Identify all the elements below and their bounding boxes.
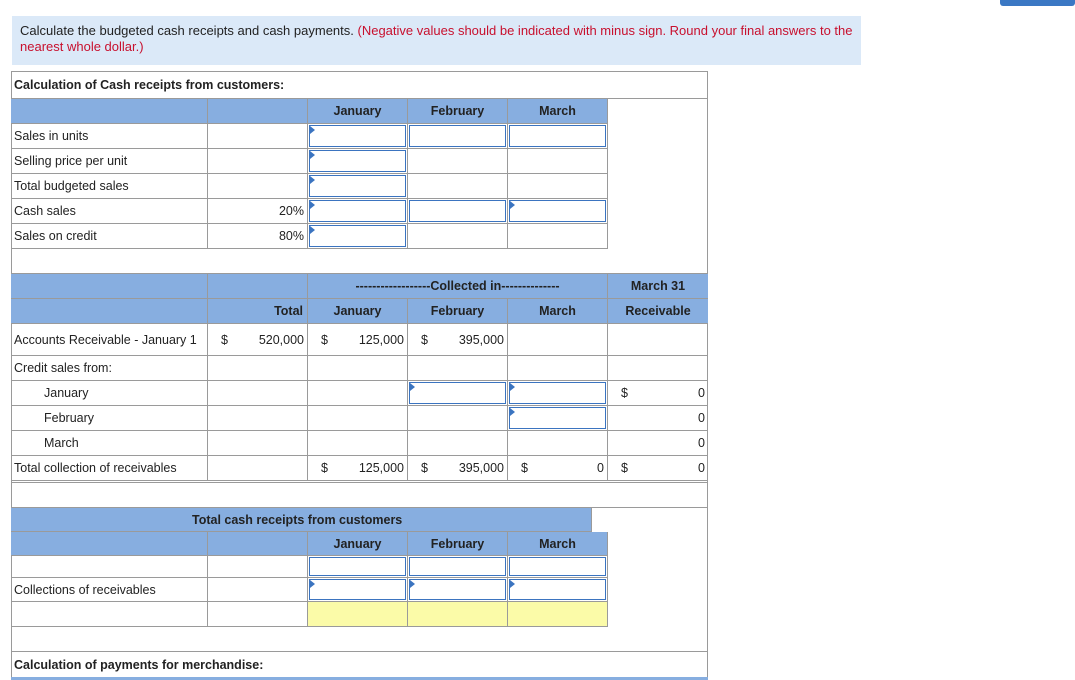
collections-jan-input[interactable] [309,579,406,600]
s1-header-february: February [408,99,508,124]
collections-feb-input[interactable] [409,579,506,600]
tot-jan-value: 125,000 [358,461,404,475]
dollar-sign: $ [421,461,428,475]
total-receipts-jan-cell[interactable] [308,602,408,627]
instruction-note: (Negative values should be indicated with minus sign. Round your final answers to the nearest whole dollar.) [20,23,853,54]
row-label-credit-sales-from: Credit sales from: [11,356,208,381]
row-label-sales-on-credit: Sales on credit [11,224,208,249]
cell [308,224,408,249]
s1-header-blank-a [11,99,208,124]
cash-sales-feb-input[interactable] [409,200,506,222]
tot-rec-value: 0 [698,461,705,475]
cell [408,431,508,456]
rec-feb-value: 0 [698,411,705,425]
tot-feb-cell [408,456,508,481]
cell [11,556,208,578]
total-receipts-mar-cell[interactable] [508,602,608,627]
row-label-credit-january: January [11,381,208,406]
s3-row1-jan-input[interactable] [309,557,406,576]
cell [308,149,408,174]
row-label-ar-january1: Accounts Receivable - January 1 [11,324,208,356]
cell [308,406,408,431]
cell [208,602,308,627]
s3-header2-blank-a [11,532,208,556]
s1-header-blank-b [208,99,308,124]
cell [508,149,608,174]
receivable-header: Receivable [608,299,708,324]
ar-total-value: 520,000 [258,332,304,347]
sales-units-mar-input[interactable] [509,125,606,147]
s2-header-blank-a [11,274,208,299]
cell [208,431,308,456]
total-receipts-feb-cell[interactable] [408,602,508,627]
section1-title: Calculation of Cash receipts from customers: [11,72,708,99]
cell [208,124,308,149]
cell [308,578,408,602]
instructions-box [12,16,861,65]
dollar-sign: $ [621,386,628,400]
cell [208,174,308,199]
row-label-total-budgeted-sales: Total budgeted sales [11,174,208,199]
s1-header-january: January [308,99,408,124]
cell [308,199,408,224]
dollar-sign: $ [221,332,228,347]
ar-feb-cell [408,324,508,356]
rec-feb-cell [608,406,708,431]
ar-jan-value: 125,000 [358,332,404,347]
cell [408,199,508,224]
s2-header-blank-b [208,274,308,299]
tot-mar-value: 0 [597,461,604,475]
row-label-credit-february: February [11,406,208,431]
cell [308,124,408,149]
spacer-row [11,627,708,652]
s3-header-march: March [508,532,608,556]
ar-total-cell [208,324,308,356]
cell [508,381,608,406]
row-label-credit-march: March [11,431,208,456]
cell [408,224,508,249]
cell [408,149,508,174]
cell [208,556,308,578]
ar-jan-cell [308,324,408,356]
s3-header-blank [11,508,208,532]
cell [308,356,408,381]
cell [308,174,408,199]
rec-mar-value: 0 [698,436,705,450]
cell [608,324,708,356]
cell [308,381,408,406]
credit-sales-jan-input[interactable] [309,225,406,247]
spacer-row [11,249,708,274]
cash-sales-jan-input[interactable] [309,200,406,222]
cell [608,356,708,381]
instruction-text: Calculate the budgeted cash receipts and cash payments. [20,23,354,38]
cell [508,431,608,456]
cell [408,578,508,602]
row-label-cash-sales: Cash sales [11,199,208,224]
cell [508,224,608,249]
row-label-total-collection: Total collection of receivables [11,456,208,481]
cell [208,356,308,381]
collected-in-header: ------------------Collected in-------------- [308,274,608,299]
cell [208,578,308,602]
spacer-row [11,483,708,508]
cell [11,602,208,627]
cell [508,124,608,149]
cell [508,199,608,224]
cell [408,356,508,381]
dollar-sign: $ [521,461,528,475]
s3-header2-blank-b [208,532,308,556]
cell [508,174,608,199]
credit-feb-collected-mar-input[interactable] [509,407,606,429]
cash-sales-mar-input[interactable] [509,200,606,222]
s2-header2-blank [11,299,208,324]
s3-row1-mar-input[interactable] [509,557,606,576]
tot-mar-cell [508,456,608,481]
cell [208,406,308,431]
cell [308,556,408,578]
collections-mar-input[interactable] [509,579,606,600]
credit-jan-collected-mar-input[interactable] [509,382,606,404]
row-label-selling-price: Selling price per unit [11,149,208,174]
s3-header-january: January [308,532,408,556]
selling-price-input[interactable] [309,150,406,172]
s2-header-february: February [408,299,508,324]
cell [508,356,608,381]
dollar-sign: $ [321,332,328,347]
credit-sales-pct: 80% [208,224,308,249]
cell [508,578,608,602]
dollar-sign: $ [621,461,628,475]
s1-header-march: March [508,99,608,124]
sales-units-feb-input[interactable] [409,125,506,147]
s3-header-february: February [408,532,508,556]
row-label-sales-in-units: Sales in units [11,124,208,149]
s2-header-march: March [508,299,608,324]
cell [508,556,608,578]
tot-feb-value: 395,000 [458,461,504,475]
cell [308,431,408,456]
cell [408,174,508,199]
ar-feb-value: 395,000 [458,332,504,347]
s3-row1-feb-input[interactable] [409,557,506,576]
cell [508,406,608,431]
section4-title: Calculation of payments for merchandise: [14,657,264,672]
cell [208,381,308,406]
cell [508,324,608,356]
cell [408,124,508,149]
total-cash-receipts-title: Total cash receipts from customers [192,508,592,532]
total-header: Total [208,299,308,324]
credit-jan-collected-feb-input[interactable] [409,382,506,404]
tot-rec-cell [608,456,708,481]
cell [408,406,508,431]
cash-sales-pct: 20% [208,199,308,224]
row-label-collections-of-receivables: Collections of receivables [11,578,208,602]
march31-header: March 31 [608,274,708,299]
cell [408,556,508,578]
rec-jan-value: 0 [698,386,705,400]
cell [208,149,308,174]
dollar-sign: $ [421,332,428,347]
dollar-sign: $ [321,461,328,475]
rec-jan-cell [608,381,708,406]
sales-units-jan-input[interactable] [309,125,406,147]
total-sales-jan-input[interactable] [309,175,406,197]
top-action-button[interactable] [1000,0,1075,6]
s2-header-january: January [308,299,408,324]
cell [408,381,508,406]
tot-jan-cell [308,456,408,481]
cell [208,456,308,481]
rec-mar-cell [608,431,708,456]
